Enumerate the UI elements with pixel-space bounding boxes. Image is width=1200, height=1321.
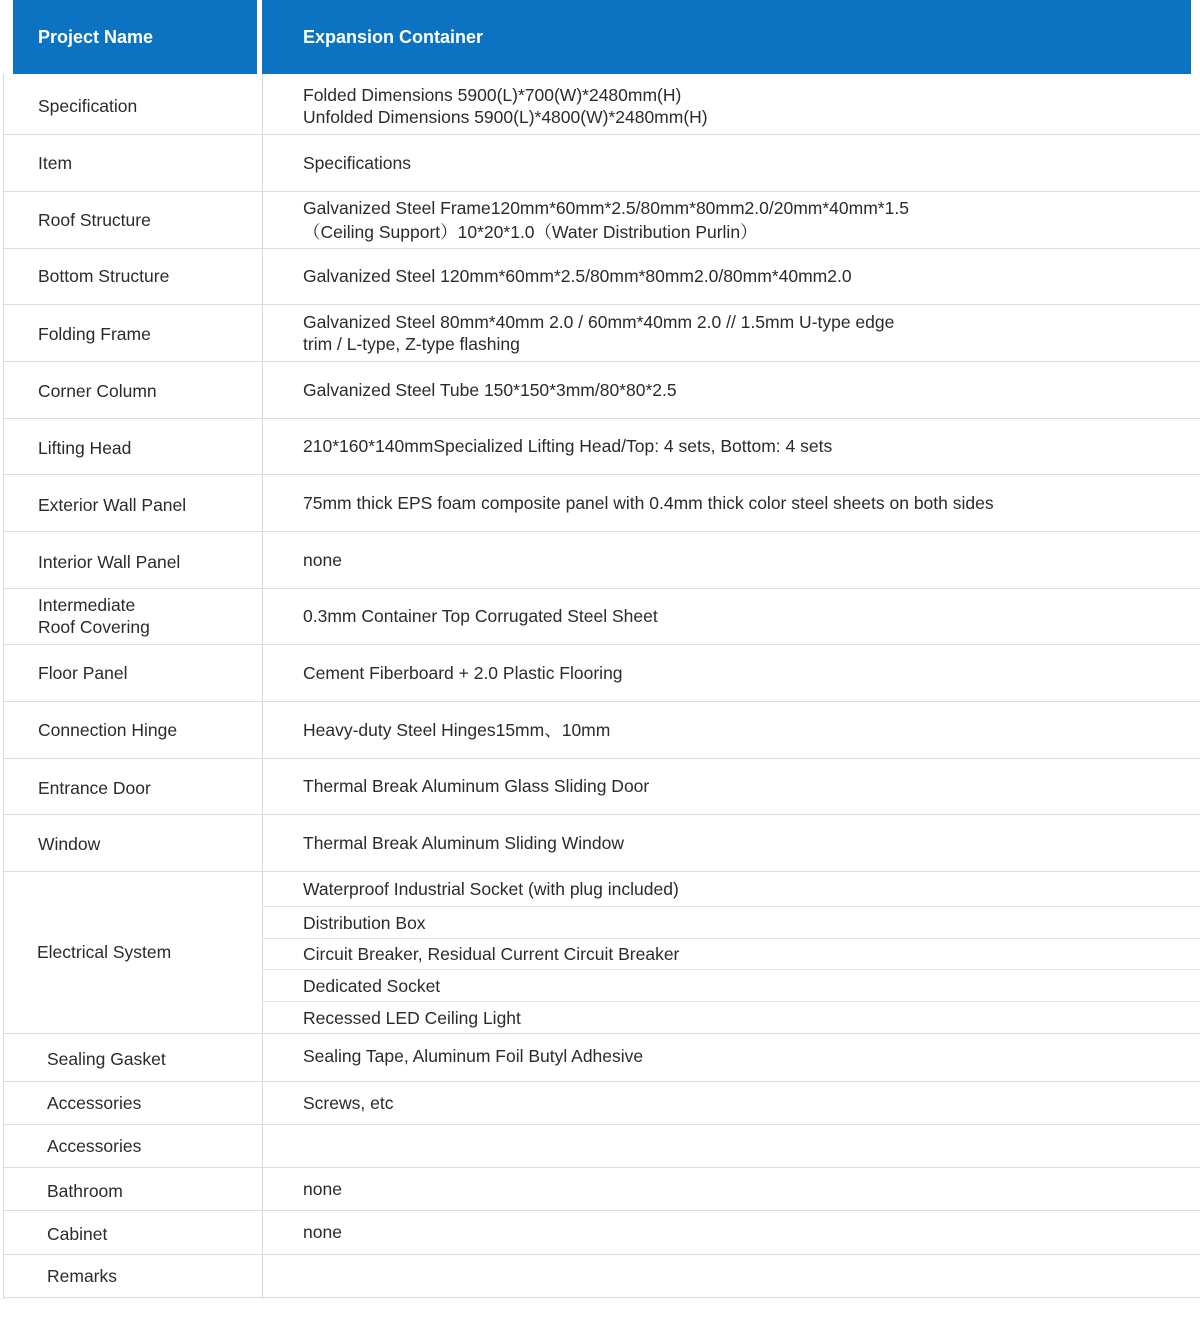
electrical-item: Waterproof Industrial Socket (with plug included)	[303, 879, 679, 899]
row-label-item: Item	[38, 152, 73, 173]
row-label-lifting-head: Lifting Head	[38, 438, 132, 458]
row-value-accessories: Screws, etc	[303, 1092, 394, 1113]
header-project-name: Project Name	[13, 0, 257, 74]
row-value-connection-hinge: Heavy-duty Steel Hinges15mm、10mm	[303, 719, 611, 740]
row-value-lifting-head: 210*160*140mmSpecialized Lifting Head/Top: 4 sets, Bottom: 4 sets	[303, 436, 833, 456]
row-label-exterior-wall-panel: Exterior Wall Panel	[38, 494, 187, 515]
label-line: Intermediate	[38, 595, 136, 615]
row-value-specification	[303, 78, 1193, 134]
row-label-folding-frame: Folding Frame	[38, 323, 151, 344]
row-value-exterior-wall-panel: 75mm thick EPS foam composite panel with 0.4mm thick color steel sheets on both sides	[303, 492, 994, 513]
electrical-item: Dedicated Socket	[303, 975, 441, 996]
row-label-floor-panel: Floor Panel	[38, 662, 128, 683]
header-expansion-container: Expansion Container	[262, 0, 1191, 74]
row-value-bottom-structure: Galvanized Steel 120mm*60mm*2.5/80mm*80mm2.0/80mm*40mm2.0	[303, 266, 852, 286]
row-value-bathroom: none	[303, 1178, 342, 1199]
row-label-electrical-system: Electrical System	[37, 942, 172, 962]
value-line: Galvanized Steel 80mm*40mm 2.0 / 60mm*40mm 2.0 // 1.5mm U-type edge	[303, 311, 895, 332]
row-value-entrance-door: Thermal Break Aluminum Glass Sliding Door	[303, 776, 650, 796]
row-label-intermediate-roof-covering	[38, 588, 258, 644]
row-divider	[3, 1297, 1200, 1298]
row-label-roof-structure: Roof Structure	[38, 209, 151, 230]
row-label-accessories-2: Accessories	[47, 1135, 142, 1156]
row-label-bathroom: Bathroom	[47, 1180, 123, 1201]
row-label-corner-column: Corner Column	[38, 381, 157, 401]
table-left-border	[3, 74, 4, 1299]
row-value-roof-structure	[303, 191, 1193, 248]
row-value-window: Thermal Break Aluminum Sliding Window	[303, 832, 624, 853]
value-line: Galvanized Steel Frame120mm*60mm*2.5/80mm*80mm2.0/20mm*40mm*1.5	[303, 197, 909, 218]
electrical-item: Circuit Breaker, Residual Current Circuit Breaker	[303, 944, 680, 964]
row-value-accessories-2	[303, 1124, 1193, 1167]
row-label-interior-wall-panel: Interior Wall Panel	[38, 551, 181, 572]
row-label-cabinet: Cabinet	[47, 1224, 108, 1244]
row-value-folding-frame	[303, 304, 1193, 361]
value-line: trim / L-type, Z-type flashing	[303, 333, 520, 354]
electrical-item: Distribution Box	[303, 912, 426, 933]
row-value-corner-column: Galvanized Steel Tube 150*150*3mm/80*80*2.5	[303, 379, 677, 400]
row-label-bottom-structure: Bottom Structure	[38, 266, 170, 286]
value-line: Unfolded Dimensions 5900(L)*4800(W)*2480mm(H)	[303, 107, 708, 127]
row-label-entrance-door: Entrance Door	[38, 777, 151, 798]
value-line: （Ceiling Support）10*20*1.0（Water Distribution Purlin）	[303, 221, 758, 242]
row-value-sealing-gasket: Sealing Tape, Aluminum Foil Butyl Adhesive	[303, 1046, 644, 1066]
label-line: Roof Covering	[38, 617, 150, 637]
row-value-interior-wall-panel: none	[303, 549, 342, 570]
row-label-window: Window	[38, 834, 101, 854]
row-label-connection-hinge: Connection Hinge	[38, 719, 178, 740]
row-value-item: Specifications	[303, 152, 411, 173]
value-line: Folded Dimensions 5900(L)*700(W)*2480mm(H)	[303, 85, 682, 105]
row-label-sealing-gasket: Sealing Gasket	[47, 1049, 166, 1069]
row-value-cabinet: none	[303, 1222, 342, 1242]
row-value-remarks	[303, 1254, 1193, 1297]
row-label-remarks: Remarks	[47, 1265, 118, 1286]
row-value-intermediate-roof-covering: 0.3mm Container Top Corrugated Steel Sheet	[303, 606, 658, 626]
row-label-accessories: Accessories	[47, 1092, 142, 1113]
electrical-item: Recessed LED Ceiling Light	[303, 1007, 521, 1028]
row-value-floor-panel: Cement Fiberboard + 2.0 Plastic Flooring	[303, 662, 623, 683]
row-label-specification: Specification	[38, 96, 138, 116]
